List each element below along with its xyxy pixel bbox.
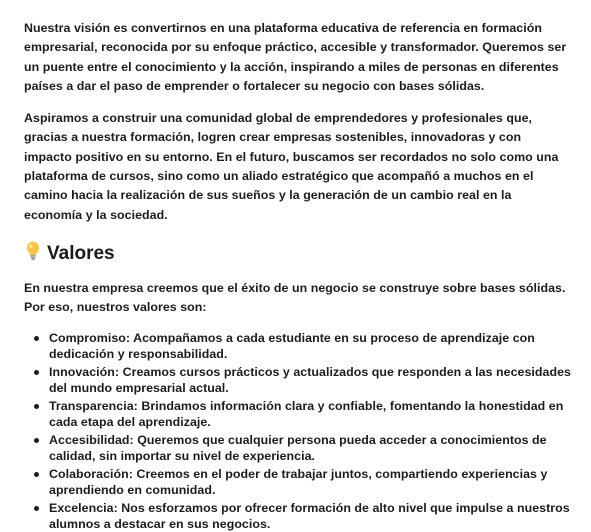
list-item bbox=[24, 500, 571, 532]
value-text: Colaboración: Creemos en el poder de trabajar juntos, compartiendo experiencias y aprendiendo en comunidad. bbox=[49, 466, 548, 497]
value-text: Innovación: Creamos cursos prácticos y actualizados que responden a las necesidades del mundo empresarial actual. bbox=[49, 364, 571, 395]
bullet-icon bbox=[34, 370, 39, 375]
list-item bbox=[24, 330, 571, 362]
value-text: Compromiso: Acompañamos a cada estudiante en su proceso de aprendizaje con dedicación y responsabilidad. bbox=[49, 330, 535, 361]
list-item bbox=[24, 466, 571, 498]
lightbulb-icon bbox=[24, 241, 47, 266]
values-list bbox=[24, 330, 571, 532]
vision-paragraph: Nuestra visión es convertirnos en una plataforma educativa de referencia en formación empresarial, reconocida por su enfoque práctico, accesible y transformador. Queremos ser un puente entre el conocimiento y la acción, inspirando a miles de personas en diferentes países a dar el paso de emprender o fortalecer su negocio con bases sólidas. bbox=[24, 21, 567, 93]
value-text: Excelencia: Nos esforzamos por ofrecer formación de alto nivel que impulse a nuestros alumnos a destacar en sus negocios. bbox=[49, 500, 570, 531]
bullet-icon bbox=[34, 506, 39, 511]
list-item bbox=[24, 364, 571, 396]
values-title: Valores bbox=[47, 242, 115, 264]
value-text: Accesibilidad: Queremos que cualquier persona pueda acceder a conocimientos de calidad, sin importar su nivel de experiencia. bbox=[49, 432, 547, 463]
values-heading bbox=[24, 243, 571, 265]
list-item bbox=[24, 398, 571, 430]
bullet-icon bbox=[34, 472, 39, 477]
bullet-icon bbox=[34, 336, 39, 341]
value-text: Transparencia: Brindamos información clara y confiable, fomentando la honestidad en cada etapa del aprendizaje. bbox=[49, 398, 564, 429]
bullet-icon bbox=[34, 438, 39, 443]
aspiration-paragraph: Aspiramos a construir una comunidad global de emprendedores y profesionales que, gracias a nuestra formación, logren crear empresas sostenibles, innovadoras y con impacto positivo en su entorno. En el futuro, buscamos ser recordados no solo como una plataforma de cursos, sino como un aliado estratégico que acompañó a muchos en el camino hacia la realización de sus sueños y la generación de un cambio real en la economía y la sociedad. bbox=[24, 111, 559, 222]
bullet-icon bbox=[34, 404, 39, 409]
list-item bbox=[24, 432, 571, 464]
values-intro: En nuestra empresa creemos que el éxito de un negocio se construye sobre bases sólidas. Por eso, nuestros valores son: bbox=[24, 280, 566, 315]
